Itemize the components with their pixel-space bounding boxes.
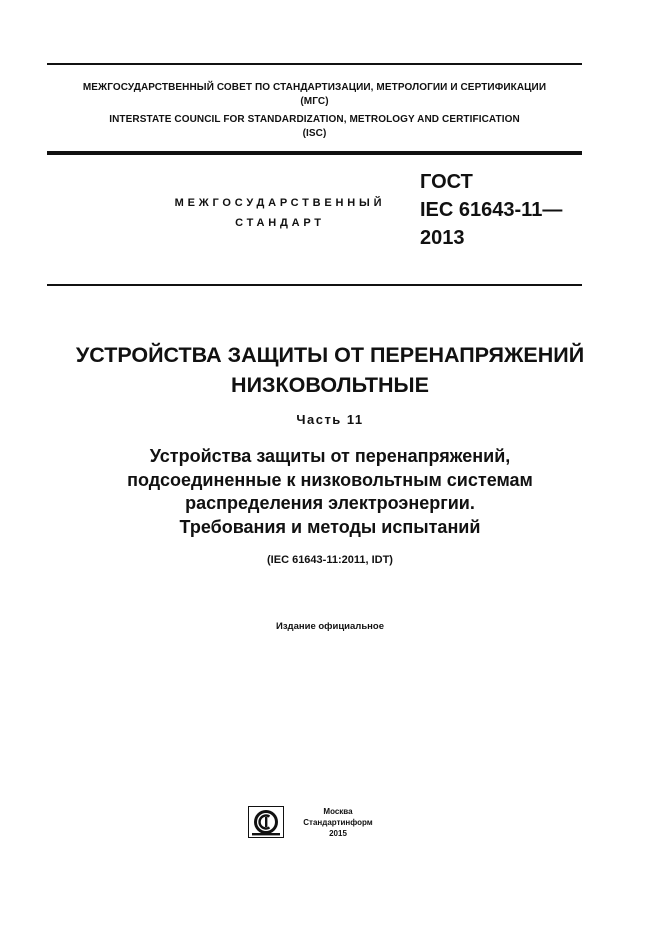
council-en bbox=[47, 113, 582, 141]
standard-type-line2: СТАНДАРТ bbox=[235, 217, 325, 229]
designation-line2: IEC 61643-11— bbox=[420, 199, 563, 221]
subtitle-line2: подсоединенные к низковольтным системам bbox=[127, 469, 533, 490]
header-divider bbox=[47, 151, 582, 155]
publisher-info bbox=[290, 806, 386, 839]
publisher-year: 2015 bbox=[329, 829, 347, 838]
designation-line3: 2013 bbox=[420, 227, 465, 249]
part-number: Часть 11 bbox=[296, 412, 364, 427]
main-title bbox=[30, 340, 630, 400]
top-divider bbox=[47, 63, 582, 65]
designation-divider bbox=[47, 284, 582, 286]
main-title-line1: УСТРОЙСТВА ЗАЩИТЫ ОТ ПЕРЕНАПРЯЖЕНИЙ bbox=[75, 343, 585, 367]
standartinform-logo-icon bbox=[248, 806, 284, 838]
subtitle-line4: Требования и методы испытаний bbox=[179, 516, 481, 537]
publisher-city: Москва bbox=[323, 807, 353, 816]
standard-designation bbox=[420, 168, 595, 252]
designation-line1: ГОСТ bbox=[420, 171, 473, 193]
subtitle bbox=[30, 445, 630, 539]
council-en-name: INTERSTATE COUNCIL FOR STANDARDIZATION, METROLOGY AND CERTIFICATION bbox=[109, 114, 520, 125]
council-ru bbox=[47, 81, 582, 109]
standard-type-line1: МЕЖГОСУДАРСТВЕННЫЙ bbox=[174, 197, 386, 209]
publisher-name: Стандартинформ bbox=[303, 818, 373, 827]
iec-reference: (IEC 61643-11:2011, IDT) bbox=[267, 554, 393, 566]
council-en-abbr: (ISC) bbox=[302, 128, 327, 139]
standard-type bbox=[150, 193, 410, 233]
edition-note: Издание официальное bbox=[276, 621, 384, 632]
subtitle-line3: распределения электроэнергии. bbox=[185, 493, 475, 513]
main-title-line2: НИЗКОВОЛЬТНЫЕ bbox=[231, 373, 429, 397]
council-ru-abbr: (МГС) bbox=[300, 96, 329, 107]
council-ru-name: МЕЖГОСУДАРСТВЕННЫЙ СОВЕТ ПО СТАНДАРТИЗАЦИИ, МЕТРОЛОГИИ И СЕРТИФИКАЦИИ bbox=[82, 82, 547, 93]
subtitle-line1: Устройства защиты от перенапряжений, bbox=[149, 446, 511, 466]
